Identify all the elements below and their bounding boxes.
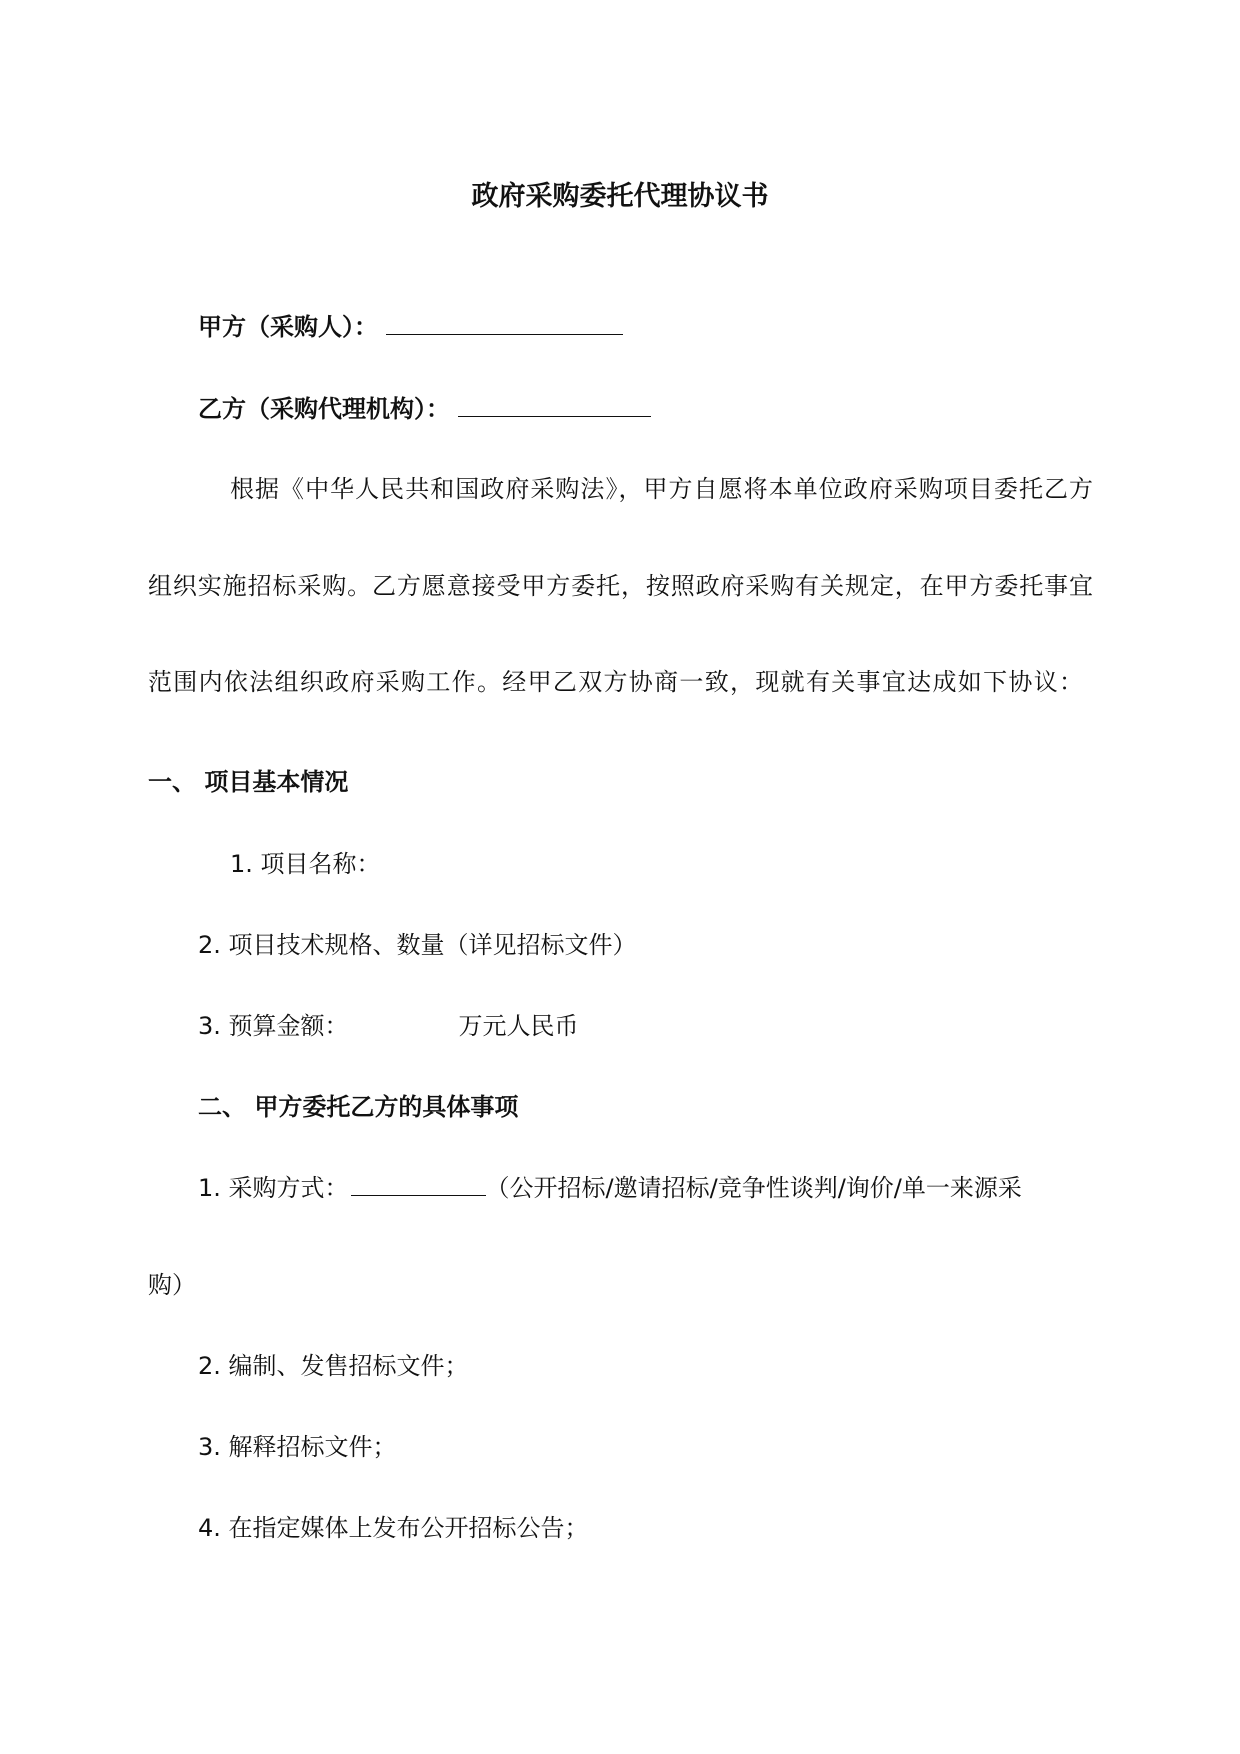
section2-heading: 二、 甲方委托乙方的具体事项 (198, 1093, 519, 1121)
budget-label: 3. 预算金额： (198, 1012, 349, 1040)
party-a-line (198, 312, 623, 342)
party-a-label: 甲方（采购人）： (198, 313, 378, 341)
section1-heading: 一、 项目基本情况 (148, 768, 349, 796)
document-title: 政府采购委托代理协议书 (471, 181, 769, 212)
section1-item1: 1. 项目名称： (230, 850, 381, 878)
intro-line-2: 组织实施招标采购。乙方愿意接受甲方委托，按照政府采购有关规定，在甲方委托事宜 (148, 572, 1093, 600)
budget-unit: 万元人民币 (458, 1012, 579, 1040)
party-b-label: 乙方（采购代理机构）： (198, 395, 450, 423)
party-a-blank (386, 312, 623, 335)
section2-item2: 2. 编制、发售招标文件； (198, 1352, 469, 1380)
procurement-method-blank (351, 1173, 486, 1196)
intro-line-3: 范围内依法组织政府采购工作。经甲乙双方协商一致，现就有关事宜达成如下协议： (148, 668, 1083, 696)
intro-line-1: 根据《中华人民共和国政府采购法》，甲方自愿将本单位政府采购项目委托乙方 (230, 475, 1093, 503)
section1-item3 (198, 1011, 579, 1041)
section2-item3: 3. 解释招标文件； (198, 1433, 397, 1461)
section2-item1-continued: 购） (148, 1271, 196, 1299)
section1-item2: 2. 项目技术规格、数量（详见招标文件） (198, 931, 637, 959)
section2-item1 (198, 1173, 1022, 1203)
section2-item4: 4. 在指定媒体上发布公开招标公告； (198, 1514, 589, 1542)
procurement-method-label: 1. 采购方式： (198, 1174, 349, 1202)
party-b-line (198, 394, 651, 424)
procurement-method-options: （公开招标/邀请招标/竞争性谈判/询价/单一来源采 (485, 1174, 1022, 1202)
party-b-blank (458, 394, 651, 417)
